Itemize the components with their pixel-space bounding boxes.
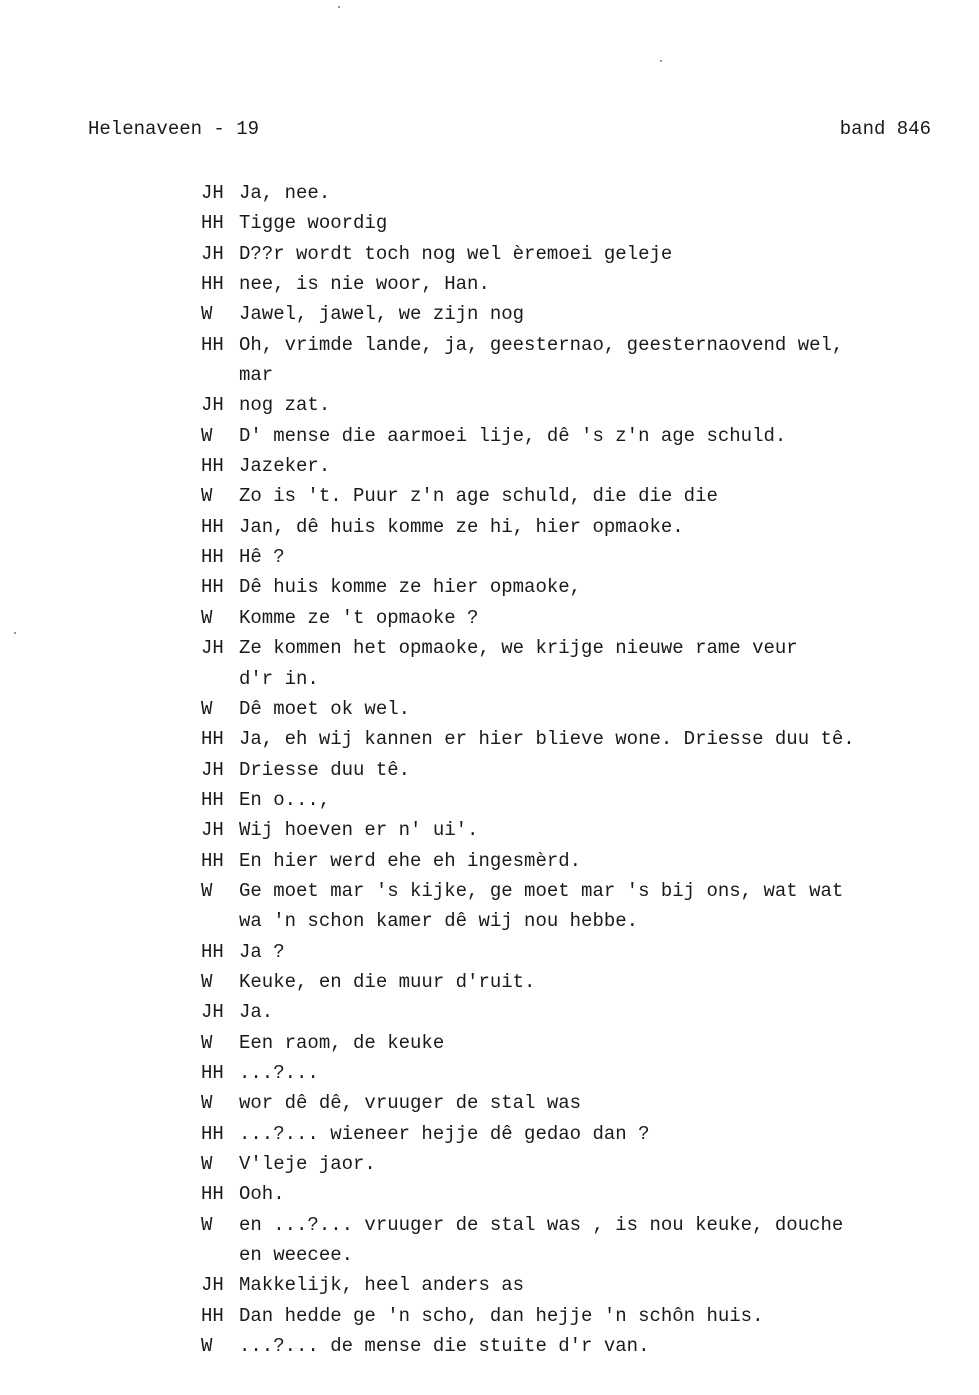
speaker-label: W xyxy=(201,879,213,902)
utterance-text: en ...?... vruuger de stal was , is nou keuke, douche xyxy=(239,1213,844,1236)
speaker-label: HH xyxy=(201,273,224,296)
scan-speck xyxy=(14,632,16,634)
transcript-line xyxy=(201,1058,921,1088)
transcript-line xyxy=(201,1210,921,1240)
speaker-label: JH xyxy=(201,637,224,660)
transcript-line xyxy=(201,572,921,602)
speaker-label: HH xyxy=(201,212,224,235)
speaker-label: HH xyxy=(201,333,224,356)
speaker-label: HH xyxy=(201,728,224,751)
utterance-text: Makkelijk, heel anders as xyxy=(239,1274,525,1297)
transcript-line xyxy=(201,906,921,936)
transcript-line xyxy=(201,1240,921,1270)
transcript-line xyxy=(201,299,921,329)
transcript-line xyxy=(201,208,921,238)
speaker-label: W xyxy=(201,697,213,720)
utterance-text: D' mense die aarmoei lije, dê 's z'n age schuld. xyxy=(239,424,787,447)
transcript-line xyxy=(201,1270,921,1300)
utterance-text: Ja, eh wij kannen er hier blieve wone. Driesse duu tê. xyxy=(239,728,855,751)
scan-speck xyxy=(338,6,340,8)
transcript-line xyxy=(201,664,921,694)
scan-speck xyxy=(660,60,662,62)
transcript-line xyxy=(201,330,921,360)
transcript-line xyxy=(201,178,921,208)
utterance-text: wa 'n schon kamer dê wij nou hebbe. xyxy=(239,910,639,933)
transcript-line xyxy=(201,1331,921,1361)
utterance-text: Dê huis komme ze hier opmaoke, xyxy=(239,576,582,599)
utterance-text: Tigge woordig xyxy=(239,212,388,235)
utterance-text: Komme ze 't opmaoke ? xyxy=(239,606,479,629)
transcript-line xyxy=(201,997,921,1027)
speaker-label: W xyxy=(201,1092,213,1115)
page-title: Helenaveen - 19 xyxy=(88,118,260,140)
speaker-label: JH xyxy=(201,819,224,842)
utterance-text: Ooh. xyxy=(239,1183,285,1206)
utterance-text: Ja. xyxy=(239,1001,274,1024)
speaker-label: W xyxy=(201,1213,213,1236)
utterance-text: ...?... de mense die stuite d'r van. xyxy=(239,1335,650,1358)
speaker-label: HH xyxy=(201,546,224,569)
speaker-label: JH xyxy=(201,758,224,781)
utterance-text: en weecee. xyxy=(239,1244,354,1267)
transcript-line xyxy=(201,633,921,663)
utterance-text: Hê ? xyxy=(239,546,285,569)
utterance-text: ...?... wieneer hejje dê gedao dan ? xyxy=(239,1122,650,1145)
utterance-text: D??r wordt toch nog wel èremoei geleje xyxy=(239,242,673,265)
utterance-text: Ge moet mar 's kijke, ge moet mar 's bij ons, wat wat xyxy=(239,879,844,902)
speaker-label: HH xyxy=(201,788,224,811)
speaker-label: JH xyxy=(201,394,224,417)
speaker-label: W xyxy=(201,424,213,447)
transcript-line xyxy=(201,876,921,906)
speaker-label: HH xyxy=(201,515,224,538)
utterance-text: Jan, dê huis komme ze hi, hier opmaoke. xyxy=(239,515,684,538)
speaker-label: JH xyxy=(201,182,224,204)
utterance-text: V'leje jaor. xyxy=(239,1153,376,1175)
utterance-text: Driesse duu tê. xyxy=(239,758,411,781)
transcript-line xyxy=(201,1088,921,1118)
speaker-label: HH xyxy=(201,1304,224,1327)
transcript-line xyxy=(201,451,921,481)
transcript-body xyxy=(201,178,921,1361)
utterance-text: Dê moet ok wel. xyxy=(239,697,411,720)
transcript-line xyxy=(201,481,921,511)
utterance-text: nog zat. xyxy=(239,394,331,417)
speaker-label: JH xyxy=(201,1001,224,1024)
transcript-line xyxy=(201,967,921,997)
transcript-line xyxy=(201,755,921,785)
transcript-line xyxy=(201,937,921,967)
speaker-label: HH xyxy=(201,1061,224,1084)
transcript-line xyxy=(201,1149,921,1179)
utterance-text: d'r in. xyxy=(239,667,319,690)
speaker-label: HH xyxy=(201,1183,224,1206)
transcript-line xyxy=(201,603,921,633)
transcript-line xyxy=(201,694,921,724)
band-number: band 846 xyxy=(839,118,931,140)
utterance-text: Dan hedde ge 'n scho, dan hejje 'n schôn huis. xyxy=(239,1304,764,1327)
speaker-label: HH xyxy=(201,1122,224,1145)
transcript-line xyxy=(201,815,921,845)
utterance-text: Zo is 't. Puur z'n age schuld, die die die xyxy=(239,485,718,508)
speaker-label: W xyxy=(201,1335,213,1358)
speaker-label: HH xyxy=(201,849,224,872)
speaker-label: W xyxy=(201,1153,213,1175)
utterance-text: mar xyxy=(239,364,274,387)
transcript-line xyxy=(201,239,921,269)
transcript-line xyxy=(201,1179,921,1209)
speaker-label: JH xyxy=(201,242,224,265)
transcript-line xyxy=(201,846,921,876)
speaker-label: HH xyxy=(201,576,224,599)
utterance-text: ...?... xyxy=(239,1061,319,1084)
transcript-line xyxy=(201,785,921,815)
transcript-line xyxy=(201,269,921,299)
speaker-label: W xyxy=(201,606,213,629)
utterance-text: Een raom, de keuke xyxy=(239,1031,445,1054)
transcript-line xyxy=(201,390,921,420)
utterance-text: Jawel, jawel, we zijn nog xyxy=(239,303,525,326)
speaker-label: W xyxy=(201,1031,213,1054)
speaker-label: W xyxy=(201,970,213,993)
speaker-label: HH xyxy=(201,940,224,963)
utterance-text: Ja, nee. xyxy=(239,182,331,204)
utterance-text: wor dê dê, vruuger de stal was xyxy=(239,1092,582,1115)
utterance-text: Oh, vrimde lande, ja, geesternao, geesternaovend wel, xyxy=(239,333,844,356)
speaker-label: JH xyxy=(201,1274,224,1297)
speaker-label: W xyxy=(201,485,213,508)
transcript-line xyxy=(201,421,921,451)
transcript-line xyxy=(201,1119,921,1149)
transcript-line xyxy=(201,724,921,754)
transcript-line xyxy=(201,1301,921,1331)
utterance-text: En hier werd ehe eh ingesmèrd. xyxy=(239,849,582,872)
transcript-line xyxy=(201,512,921,542)
speaker-label: HH xyxy=(201,455,224,478)
utterance-text: Ze kommen het opmaoke, we krijge nieuwe rame veur xyxy=(239,637,798,660)
speaker-label: W xyxy=(201,303,213,326)
transcript-line xyxy=(201,360,921,390)
utterance-text: Ja ? xyxy=(239,940,285,963)
utterance-text: En o..., xyxy=(239,788,331,811)
utterance-text: nee, is nie woor, Han. xyxy=(239,273,490,296)
transcript-line xyxy=(201,1028,921,1058)
utterance-text: Jazeker. xyxy=(239,455,331,478)
transcript-line xyxy=(201,542,921,572)
utterance-text: Keuke, en die muur d'ruit. xyxy=(239,970,536,993)
utterance-text: Wij hoeven er n' ui'. xyxy=(239,819,479,842)
